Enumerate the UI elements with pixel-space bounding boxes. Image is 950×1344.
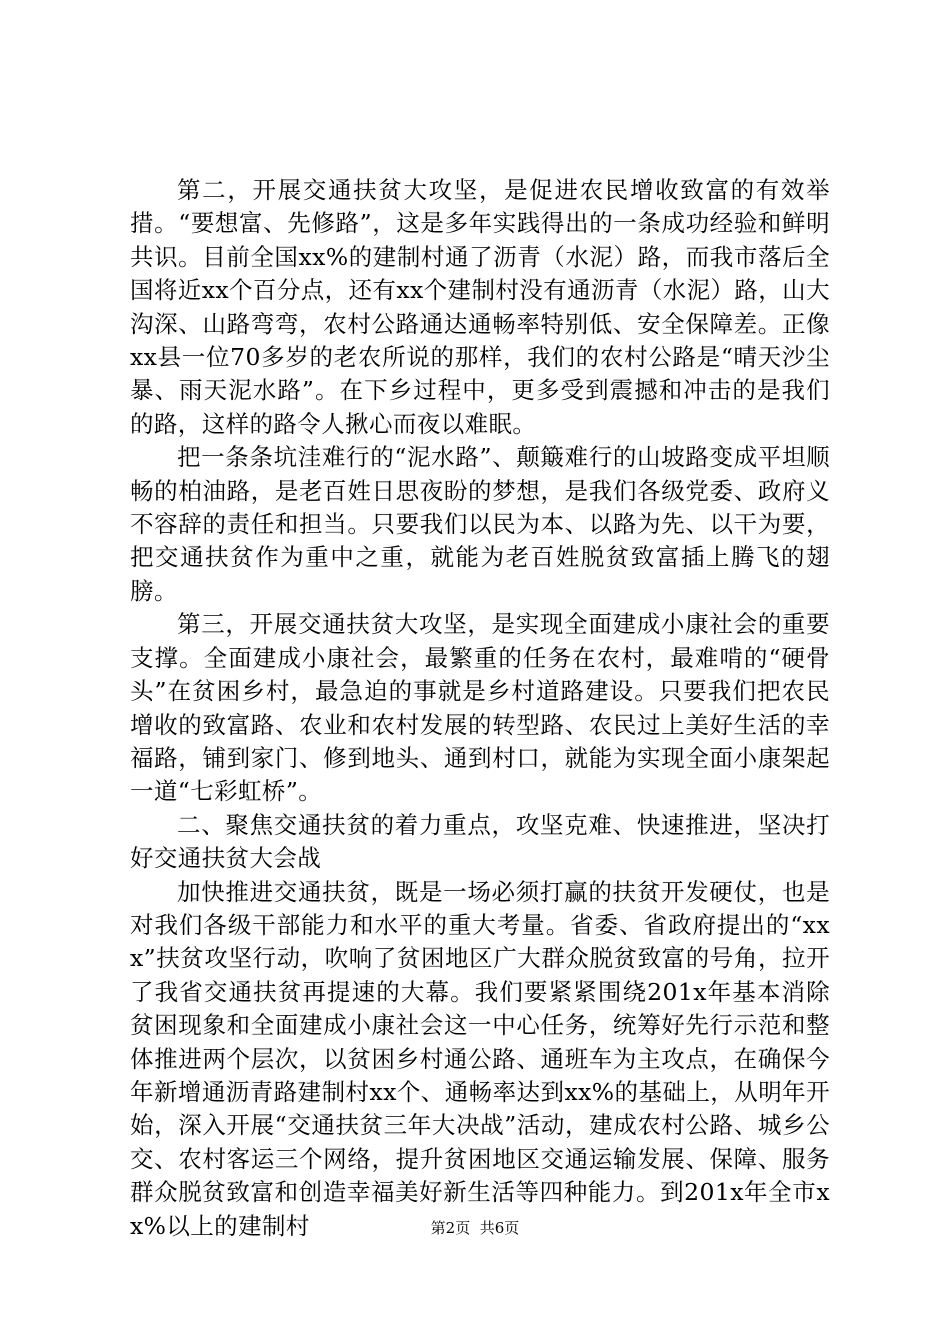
paragraph-accelerate-transport: 加快推进交通扶贫，既是一场必须打赢的扶贫开发硬仗，也是对我们各级干部能力和水平的重大考量。省委、省政府提出的“xxx”扶贫攻坚行动，吹响了贫困地区广大群众脱贫致富的号角，拉开了我省交通扶贫再提速的大幕。我们要紧紧围绕201x年基本消除贫困现象和全面建成小康社会这一中心任务，统筹好先行示范和整体推进两个层次，以贫困乡村通公路、通班车为主攻点，在确保今年新增通沥青路建制村xx个、通畅率达到xx%的基础上，从明年开始，深入开展“交通扶贫三年大决战”活动，建成农村公路、城乡公交、农村客运三个网络，提升贫困地区交通运输发展、保障、服务群众脱贫致富和创造幸福美好新生活等四种能力。到201x年全市xx%以上的建制村 xyxy=(130,877,830,1240)
paragraph-mud-road: 把一条条坑洼难行的“泥水路”、颠簸难行的山坡路变成平坦顺畅的柏油路，是老百姓日思夜盼的梦想，是我们各级党委、政府义不容辞的责任和担当。只要我们以民为本、以路为先、以干为要，把交通扶贫作为重中之重，就能为老百姓脱贫致富插上腾飞的翅膀。 xyxy=(130,443,830,605)
paragraph-transport-poverty-third: 第三，开展交通扶贫大攻坚，是实现全面建成小康社会的重要支撑。全面建成小康社会，最繁重的任务在农村，最难啃的“硬骨头”在贫困乡村，最急迫的事就是乡村道路建设。只要我们把农民增收的致富路、农业和农村发展的转型路、农民过上美好生活的幸福路，铺到家门、修到地头、通到村口，就能为实现全面小康架起一道“七彩虹桥”。 xyxy=(130,610,830,806)
page-footer xyxy=(0,1218,950,1238)
section-heading-two: 二、聚焦交通扶贫的着力重点，攻坚克难、快速推进，坚决打好交通扶贫大会战 xyxy=(130,810,830,873)
page-number: 第2页 xyxy=(430,1219,471,1237)
document-body xyxy=(130,174,830,1243)
page-total: 共6页 xyxy=(479,1219,520,1237)
paragraph-transport-poverty-second: 第二，开展交通扶贫大攻坚，是促进农民增收致富的有效举措。“要想富、先修路”，这是多年实践得出的一条成功经验和鲜明共识。目前全国xx%的建制村通了沥青（水泥）路，而我市落后全国将近xx个百分点，还有xx个建制村没有通沥青（水泥）路，山大沟深、山路弯弯，农村公路通达通畅率特别低、安全保障差。正像xx县一位70多岁的老农所说的那样，我们的农村公路是“晴天沙尘暴、雨天泥水路”。在下乡过程中，更多受到震撼和冲击的是我们的路，这样的路令人揪心而夜以难眠。 xyxy=(130,176,830,438)
